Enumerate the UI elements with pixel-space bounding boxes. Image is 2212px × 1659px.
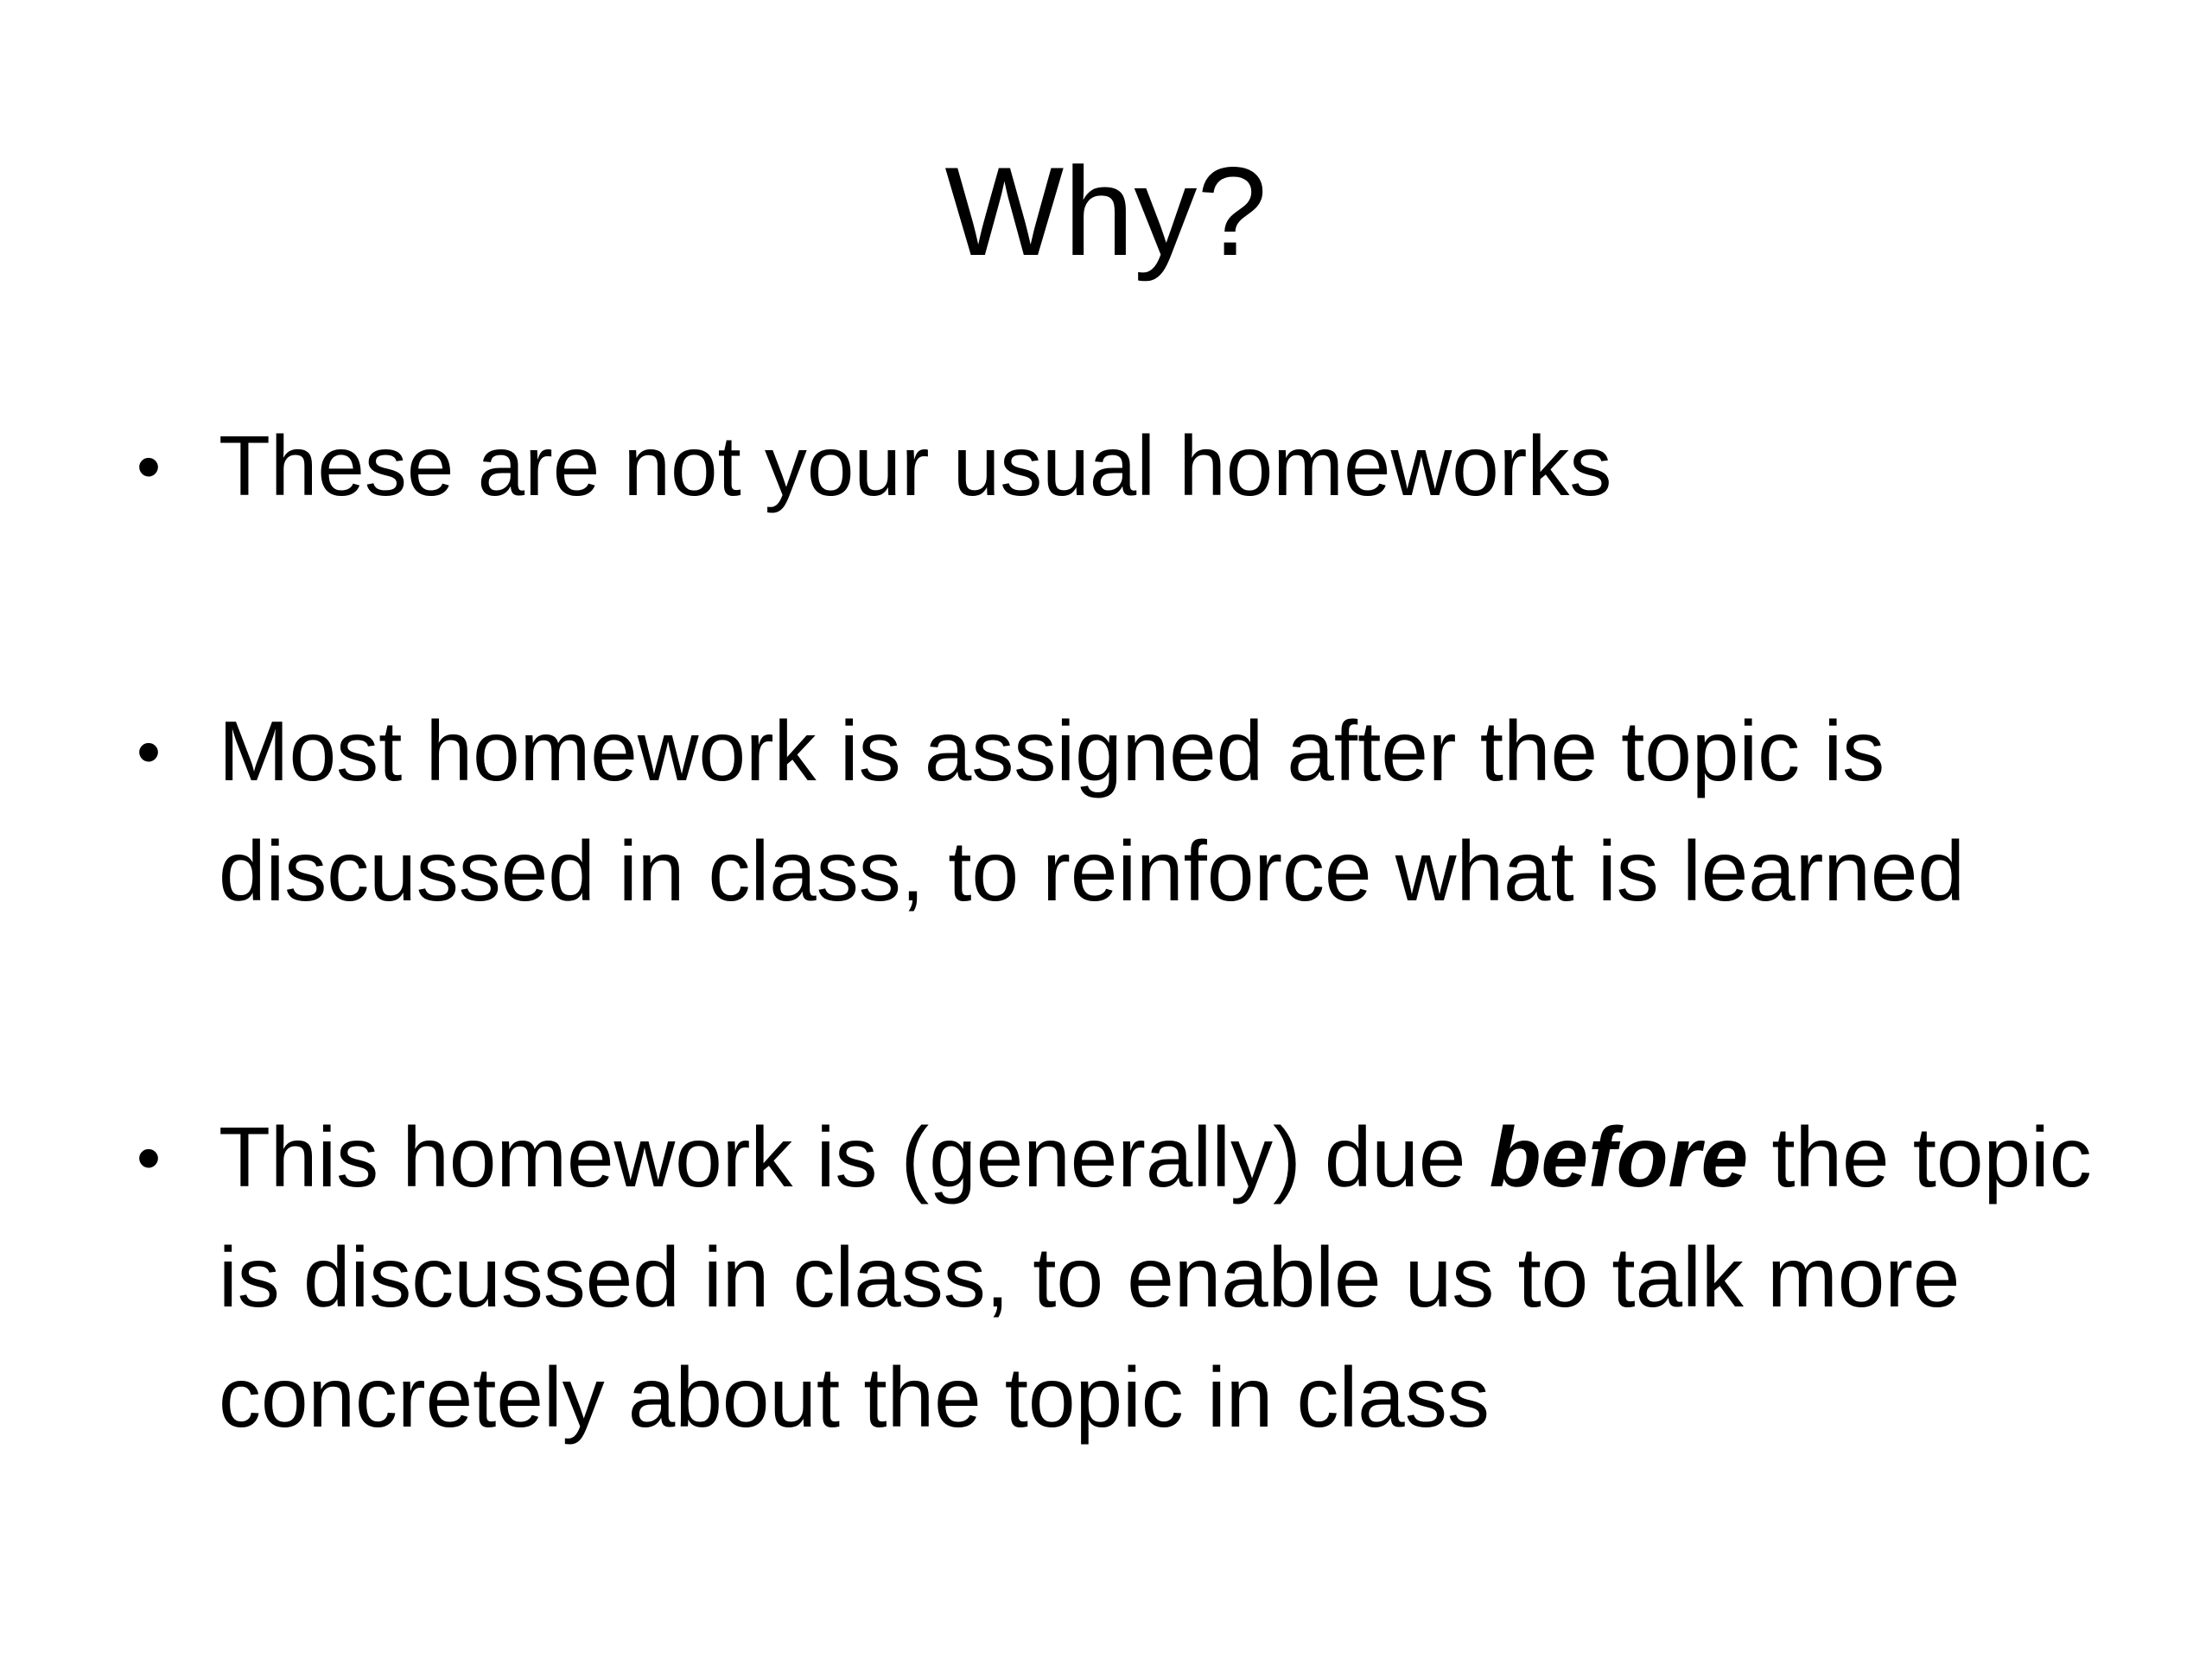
bullet-text-part: This homework is (generally) due: [219, 1109, 1490, 1205]
bullet-text: These are not your usual homeworks: [219, 418, 1612, 513]
bullet-icon: •: [137, 1119, 162, 1196]
bullet-text: Most homework is assigned after the topic is discussed in class, to reinforce what is learned: [219, 703, 1965, 918]
bullet-icon: •: [137, 428, 162, 505]
bullet-text-part: the topic is discussed in class, to enable us to talk more concretely about the topic in class: [219, 1109, 2092, 1445]
emphasized-word: before: [1489, 1109, 1749, 1205]
bullet-text: [219, 1097, 2120, 1458]
bullet-icon: •: [137, 713, 162, 790]
slide-title: Why?: [944, 141, 1268, 282]
